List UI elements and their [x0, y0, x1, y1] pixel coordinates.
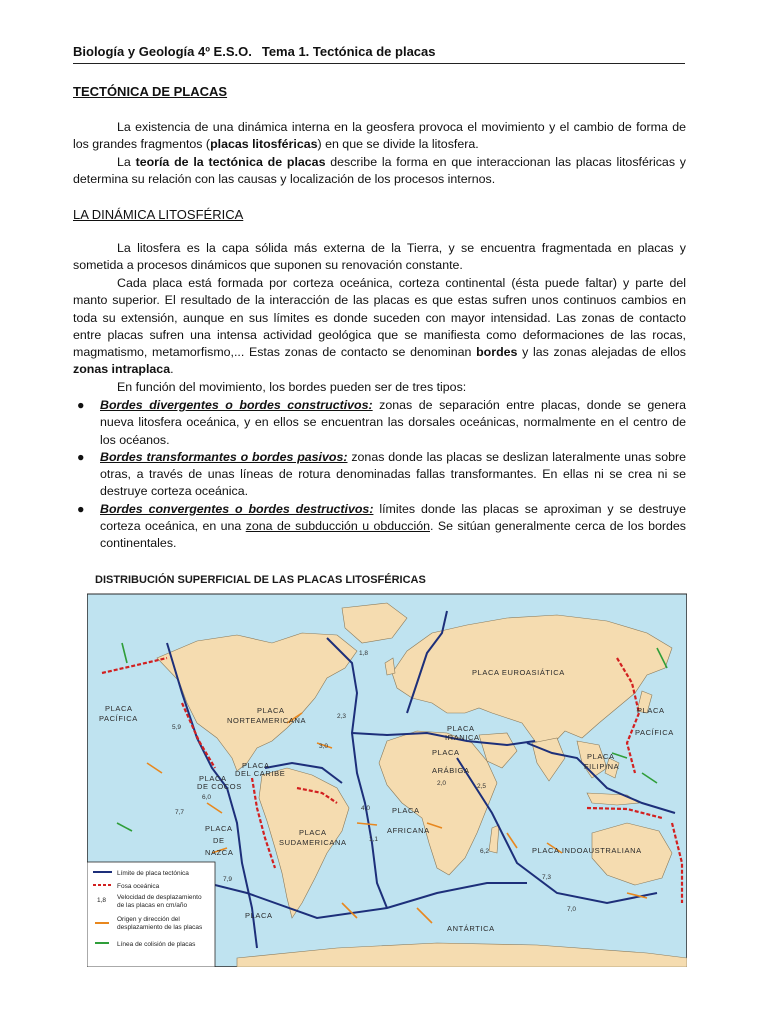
p-bold: teoría de la tectónica de placas	[135, 155, 326, 169]
plate-label-filipina-1: PLACA	[587, 752, 615, 761]
plate-label-caribe-1: PLACA	[242, 761, 270, 770]
section-title-dinamica: LA DINÁMICA LITOSFÉRICA	[73, 207, 244, 222]
p-bold: zonas intraplaca	[73, 362, 171, 377]
bullet-icon: ●	[77, 398, 85, 412]
p-text: y las zonas alejadas de ellos	[517, 345, 686, 360]
page-header	[73, 44, 685, 64]
plate-map	[87, 563, 687, 967]
speed-label: 3,0	[319, 743, 329, 750]
speed-label: 2,3	[337, 713, 347, 720]
p-text: La	[117, 155, 136, 169]
paragraph-intro-2	[73, 154, 686, 189]
plate-label-arabiga-1: PLACA	[432, 748, 460, 757]
paragraph-intro-1	[73, 119, 686, 154]
list-item	[73, 501, 686, 553]
bullet-title: Bordes divergentes o bordes constructivos:	[100, 398, 373, 412]
plate-label-pacifica-e-2: PACÍFICA	[635, 728, 674, 737]
plate-label-pacifica-w-1: PLACA	[105, 704, 133, 713]
bullet-icon: ●	[77, 449, 85, 464]
paragraph-dinamica-2	[73, 275, 686, 379]
legend-limit-label: Límite de placa tectónica	[117, 870, 189, 877]
list-item	[73, 449, 686, 501]
plate-label-africana-2: AFRICANA	[387, 826, 430, 835]
p-text: La existencia de una dinámica interna en la geosfera provoca el movimiento y el cambio de forma de los grandes fragmentos (	[73, 120, 686, 152]
p-text: describe la forma en que interaccionan las placas litosféricas y determina su relación con las causas y localización de los procesos internos.	[73, 155, 686, 187]
p-text: ) en que se divide la litosfera.	[317, 137, 479, 152]
speed-label: 2,5	[477, 783, 487, 790]
plate-label-sudamericana-2: SUDAMERICANA	[279, 838, 347, 847]
plate-label-caribe-2: DEL CARIBE	[235, 769, 286, 778]
legend-trench-label: Fosa oceánica	[117, 883, 160, 890]
plate-label-africana-1: PLACA	[392, 806, 420, 815]
plate-label-antartica: ANTÁRTICA	[447, 924, 495, 933]
header-topic: Tema 1. Tectónica de placas	[261, 44, 436, 59]
bullet-icon: ●	[77, 501, 85, 516]
plate-label-norteamericana-1: PLACA	[257, 706, 285, 715]
plate-label-nazca-2: DE	[213, 836, 225, 845]
speed-label: 6,2	[480, 848, 490, 855]
section-title-tectonica: TECTÓNICA DE PLACAS	[73, 84, 228, 99]
legend-collision-label: Línea de colisión de placas	[117, 941, 196, 948]
plate-label-filipina-2: FILIPINA	[584, 762, 620, 771]
plate-label-nazca-3: NAZCA	[205, 848, 234, 857]
bullet-title: Bordes transformantes o bordes pasivos:	[100, 449, 348, 464]
speed-label: 7,0	[567, 906, 577, 913]
p-text: Cada placa está formada por corteza oceánica, corteza continental (ésta puede faltar) y parte del manto superior. El resultado de la interacción de las placas es que estas sufren unos continuos cambios en toda su extensión, aunque en sus límites es donde suceden con mayor intensidad. Las zonas de contacto entre placas sufren una intensa actividad geológica que se manifiesta como deformaciones de las rocas, magmatismo, metamorfismo,... Estas zonas de contacto se denominan	[73, 276, 686, 360]
bullet-text: zonas donde las placas se deslizan lateralmente unas sobre otras, a través de unas líneas de rotura denominadas fallas transformantes. En ellas ni se crea ni se destruye corteza oceánica.	[100, 449, 686, 499]
map-title: DISTRIBUCIÓN SUPERFICIAL DE LAS PLACAS LITOSFÉRICAS	[95, 574, 426, 586]
plate-label-nazca-1: PLACA	[205, 824, 233, 833]
plate-label-arabiga-2: ARÁBIGA	[432, 766, 470, 775]
p-text: .	[170, 362, 174, 377]
plate-label-indoaustraliana: PLACA INDOAUSTRALIANA	[532, 846, 642, 855]
bullet-text: límites donde las placas se aproximan y se destruye corteza oceánica, en una	[100, 501, 686, 534]
speed-label: 7,9	[223, 876, 233, 883]
legend-speed-label-1: Velocidad de desplazamiento	[117, 894, 202, 901]
speed-label: 7,3	[542, 874, 552, 881]
speed-label: 1,8	[359, 650, 369, 657]
list-item	[73, 397, 686, 449]
plate-label-norteamericana-2: NORTEAMERICANA	[227, 716, 307, 725]
legend-speed-sample: 1,8	[97, 897, 107, 904]
header-course: Biología y Geología 4º E.S.O.	[73, 44, 252, 59]
speed-label: 6,0	[202, 794, 212, 801]
plate-label-iranica-2: IRANICA	[445, 733, 480, 742]
p-bold: bordes	[476, 345, 518, 360]
legend-box	[87, 862, 215, 967]
bullet-text: zonas de separación entre placas, donde se genera nueva litosfera oceánica, y en ellos se encuentran las dorsales oceánicas, normalmente en el centro de los océanos.	[100, 398, 686, 447]
plate-label-euroasiatica: PLACA EUROASIÁTICA	[472, 668, 565, 677]
plate-label-pacifica-e-1: PLACA	[637, 706, 665, 715]
bullet-underlined: zona de subducción u obducción	[245, 519, 430, 534]
plate-label-cocos-1: PLACA	[199, 774, 227, 783]
p-bold: placas litosféricas	[210, 137, 318, 152]
legend-origin-label-2: desplazamiento de las placas	[117, 924, 203, 931]
speed-label: 4,0	[361, 805, 371, 812]
plate-label-iranica-1: PLACA	[447, 724, 475, 733]
paragraph-dinamica-1: La litosfera es la capa sólida más externa de la Tierra, y se encuentra fragmentada en placas y sometida a procesos dinámicos que suponen su renovación constante.	[73, 241, 686, 273]
legend-origin-label-1: Origen y dirección del	[117, 916, 180, 923]
bullet-title: Bordes convergentes o bordes destructivos:	[100, 501, 374, 516]
plate-label-s: PLACA	[245, 911, 273, 920]
legend-speed-label-2: de las placas en cm/año	[117, 902, 188, 909]
speed-label: 5,9	[172, 724, 182, 731]
plate-label-sudamericana-1: PLACA	[299, 828, 327, 837]
speed-label: 2,0	[437, 780, 447, 787]
paragraph-dinamica-3: En función del movimiento, los bordes pueden ser de tres tipos:	[117, 380, 467, 394]
plate-label-cocos-2: DE COCOS	[197, 782, 242, 791]
bullet-text: . Se sitúan generalmente cerca de los bordes continentales.	[100, 519, 686, 551]
border-types-list	[73, 397, 686, 553]
speed-label: 7,7	[175, 809, 185, 816]
speed-label: 1,1	[369, 836, 379, 843]
plate-label-pacifica-w-2: PACÍFICA	[99, 714, 138, 723]
map-legend	[87, 862, 215, 967]
